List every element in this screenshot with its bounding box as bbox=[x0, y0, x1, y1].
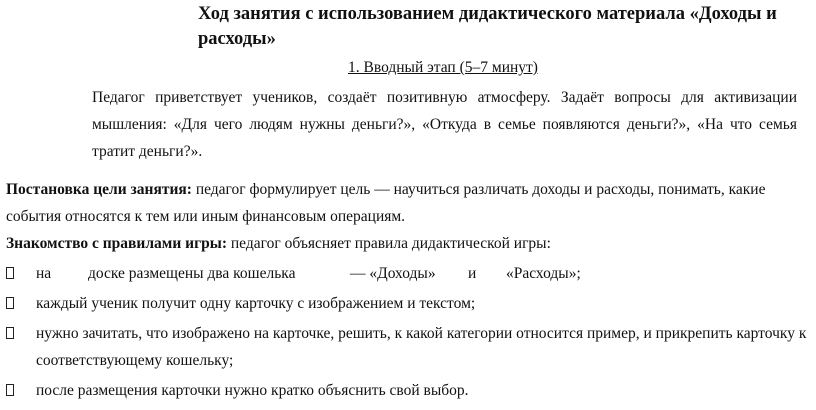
bullet-text: нужно зачитать, что изображено на карточке, решить, к какой категории относится пример, и прикрепить карточку к соответствующему кошельку; bbox=[36, 325, 807, 369]
list-item bbox=[6, 260, 814, 287]
list-item bbox=[6, 320, 814, 374]
main-body bbox=[6, 176, 814, 404]
rules-list bbox=[6, 260, 814, 404]
empty-square-bullet-icon bbox=[6, 327, 14, 339]
rules-label: Знакомство с правилами игры: bbox=[6, 235, 228, 252]
stage-heading-text: 1. Вводный этап (5–7 минут) bbox=[348, 59, 538, 76]
document-title: Ход занятия с использованием дидактического материала «Доходы и расходы» bbox=[198, 4, 777, 49]
bullet-text: после размещения карточки нужно кратко объяснить свой выбор. bbox=[36, 382, 469, 399]
bullet-text: каждый ученик получит одну карточку с изображением и текстом; bbox=[36, 295, 476, 312]
bullet-text-part: «Расходы»; bbox=[506, 265, 581, 282]
list-item bbox=[6, 377, 814, 404]
empty-square-bullet-icon bbox=[6, 384, 14, 396]
rules-paragraph bbox=[6, 230, 814, 257]
bullet-text-part: и bbox=[468, 265, 477, 282]
intro-paragraph: Педагог приветствует учеников, создаёт позитивную атмосферу. Задаёт вопросы для активизации мышления: «Для чего людям нужны деньги?», «Откуда в семье появляются деньги?», «На что семья тратит деньги?». bbox=[92, 89, 797, 160]
stage-heading bbox=[0, 58, 816, 78]
list-item bbox=[6, 290, 814, 317]
bullet-text-part: на bbox=[36, 265, 52, 282]
goal-label: Постановка цели занятия: bbox=[6, 181, 192, 198]
bullet-text-part: — «Доходы» bbox=[350, 265, 436, 282]
rules-text: педагог объясняет правила дидактической игры: bbox=[227, 235, 551, 252]
empty-square-bullet-icon bbox=[6, 267, 14, 279]
goal-text: педагог формулирует цель — научиться различать доходы и расходы, понимать, какие события относятся к тем или иным финансовым операциям. bbox=[6, 181, 766, 225]
empty-square-bullet-icon bbox=[6, 297, 14, 309]
bullet-text-part: доске размещены два кошелька bbox=[88, 265, 296, 282]
goal-paragraph bbox=[6, 176, 814, 230]
